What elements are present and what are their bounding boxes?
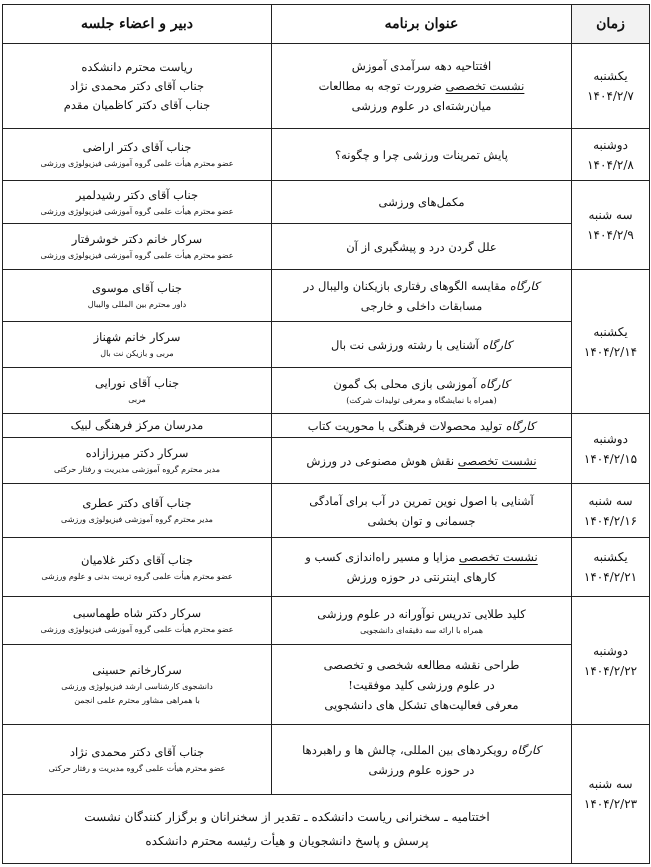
day-cell (572, 270, 650, 414)
day-date: ۱۴۰۴/۲/۲۱ (583, 570, 638, 584)
table-row (3, 181, 650, 224)
day-cell (572, 44, 650, 129)
day-label: سه شنبه (588, 777, 633, 791)
program-cell (272, 484, 572, 538)
day-date: ۱۴۰۴/۲/۱۴ (583, 344, 638, 359)
program-line (276, 276, 567, 296)
host-cell (3, 322, 272, 368)
host-title: عضو محترم هیأت علمی گروه تربیت بدنی و علوم ورزشی (41, 571, 233, 581)
program-cell (272, 538, 572, 597)
day-label: یکشنبه (593, 69, 628, 83)
program-text: رویکردهای بین المللی، چالش ها و راهبردها (302, 742, 512, 757)
host-name: سرکار خانم شهناز (93, 330, 181, 344)
host-cell (3, 224, 272, 270)
table-row (3, 44, 650, 129)
program-line (276, 335, 567, 355)
program-cell (272, 270, 572, 322)
program-tag: کارگاه (505, 418, 536, 433)
program-cell (272, 181, 572, 224)
header-program: عنوان برنامه (272, 5, 572, 44)
program-tag: نشست تخصصی (445, 79, 525, 93)
program-line (276, 76, 567, 96)
host-title: مربی و بازیکن نت بال (100, 349, 174, 358)
host-cell (3, 438, 272, 484)
program-line: میان‌رشته‌ای در علوم ورزشی (351, 99, 492, 113)
header-row (3, 5, 650, 44)
program-line (276, 451, 567, 471)
table-row (3, 597, 650, 645)
host-cell (3, 44, 272, 129)
program-text: مزایا و مسیر راه‌اندازی کسب و (305, 550, 459, 564)
host-title: عضو محترم هیأت علمی گروه مدیریت و رفتار حرکتی (48, 764, 226, 773)
program-line (276, 547, 567, 567)
day-date: ۱۴۰۴/۲/۷ (587, 89, 634, 103)
program-tag: نشست تخصصی (458, 550, 538, 564)
program-cell (272, 597, 572, 645)
day-label: سه شنبه (588, 493, 633, 508)
table-row (3, 645, 650, 725)
host-title: مربی (128, 395, 146, 404)
host-title: داور محترم بین المللی والیبال (87, 300, 187, 309)
day-label: دوشنبه (593, 431, 628, 446)
closing-cell (3, 795, 572, 864)
host-title: مدیر محترم گروه آموزشی فیزیولوژی ورزشی (61, 515, 213, 524)
program-cell (272, 414, 572, 438)
program-line (276, 740, 567, 760)
host-name: جناب آقای دکتر محمدی نژاد (69, 745, 205, 759)
program-text: تولید محصولات فرهنگی با محوریت کتاب (307, 418, 506, 433)
day-date: ۱۴۰۴/۲/۸ (587, 157, 634, 172)
day-cell (572, 414, 650, 484)
host-cell (3, 725, 272, 795)
program-line: طراحی نقشه مطالعه شخصی و تخصصی (323, 657, 520, 672)
host-name: سرکار خانم دکتر خوشرفتار (71, 232, 203, 246)
program-cell (272, 368, 572, 414)
host-cell (3, 414, 272, 438)
day-label: دوشنبه (593, 643, 628, 658)
program-line: آشنایی با اصول نوین تمرین در آب برای آمادگی (309, 493, 534, 508)
program-tag: کارگاه (480, 376, 510, 391)
day-cell (572, 538, 650, 597)
host-name: ریاست محترم دانشکده (81, 59, 193, 74)
program-tag: کارگاه (509, 278, 540, 293)
host-name: سرکار دکتر شاه طهماسبی (72, 606, 202, 620)
host-cell (3, 597, 272, 645)
day-cell (572, 597, 650, 725)
program-cell (272, 645, 572, 725)
program-line: علل گردن درد و پیشگیری از آن (346, 239, 497, 254)
day-label: دوشنبه (593, 137, 628, 152)
host-name: جناب آقای دکتر کاظمیان مقدم (63, 97, 211, 112)
host-name: مدرسان مرکز فرهنگی لبیک (70, 418, 204, 432)
program-line: مسابقات داخلی و خارجی (360, 298, 483, 313)
host-cell (3, 129, 272, 181)
host-name: جناب آقای دکتر رشیدلمیر (75, 187, 199, 202)
table-row (3, 414, 650, 438)
host-cell (3, 181, 272, 224)
host-name: سرکار دکتر میرزازاده (85, 446, 189, 460)
program-cell (272, 322, 572, 368)
host-name: جناب آقای دکتر محمدی نژاد (69, 78, 205, 93)
program-line: مکمل‌های ورزشی (378, 195, 465, 209)
program-cell (272, 438, 572, 484)
program-line (276, 416, 567, 436)
day-cell (572, 129, 650, 181)
host-name: جناب آقای دکتر عطری (82, 496, 192, 510)
host-cell (3, 645, 272, 725)
program-text: آشنایی با رشته ورزشی نت بال (330, 337, 483, 352)
program-text: نقش هوش مصنوعی در ورزش (306, 453, 458, 468)
host-cell (3, 538, 272, 597)
program-line: معرفی فعالیت‌های تشکل های دانشجویی (324, 697, 519, 712)
day-date: ۱۴۰۴/۲/۹ (587, 228, 634, 242)
host-title: عضو محترم هیأت علمی گروه آموزشی فیزیولوژی ورزشی (40, 625, 234, 634)
day-label: یکشنبه (593, 324, 628, 339)
program-cell (272, 224, 572, 270)
program-note: (همراه با نمایشگاه و معرفی تولیدات شرکت) (346, 395, 497, 405)
header-time: زمان (572, 5, 650, 44)
host-title: عضو محترم هیأت علمی گروه آموزشی فیزیولوژی ورزشی (40, 206, 234, 216)
host-title: مدیر محترم گروه آموزشی مدیریت و رفتار حرکتی (53, 465, 221, 474)
host-name: سرکارخانم حسینی (92, 663, 182, 677)
host-title: با همراهی مشاور محترم علمی انجمن (74, 696, 200, 705)
day-label: یکشنبه (593, 550, 628, 564)
day-cell (572, 725, 650, 864)
day-date: ۱۴۰۴/۲/۱۵ (583, 451, 638, 466)
program-text: ضرورت توجه به مطالعات (318, 79, 446, 93)
program-note: همراه با ارائه سه دقیقه‌ای دانشجویی (360, 625, 483, 635)
program-cell (272, 44, 572, 129)
table-row (3, 538, 650, 597)
day-date: ۱۴۰۴/۲/۲۳ (583, 797, 638, 811)
table-row (3, 270, 650, 322)
table-row (3, 438, 650, 484)
program-line (276, 374, 567, 394)
table-row (3, 129, 650, 181)
closing-line: پرسش و پاسخ دانشجویان و هیأت رئیسه محترم دانشکده (145, 834, 429, 848)
program-line: پایش تمرینات ورزشی چرا و چگونه؟ (335, 147, 508, 162)
host-name: جناب آقای دکتر غلامیان (81, 552, 193, 567)
day-cell (572, 181, 650, 270)
program-line: کلید طلایی تدریس نوآورانه در علوم ورزشی (317, 606, 526, 621)
program-cell (272, 129, 572, 181)
program-tag: نشست تخصصی (457, 453, 537, 468)
program-tag: کارگاه (511, 742, 541, 757)
day-date: ۱۴۰۴/۲/۲۲ (583, 663, 638, 678)
program-text: آموزشی بازی محلی بک گمون (333, 376, 481, 391)
closing-row (3, 795, 650, 864)
day-date: ۱۴۰۴/۲/۱۶ (583, 513, 638, 528)
program-line: کارهای اینترنتی در حوزه ورزش (346, 570, 497, 584)
host-name: جناب آقای موسوی (91, 281, 183, 295)
host-cell (3, 484, 272, 538)
table-row (3, 484, 650, 538)
host-title: دانشجوی کارشناسی ارشد فیزیولوژی ورزشی (61, 682, 213, 691)
program-cell (272, 725, 572, 795)
program-line: در علوم ورزشی کلید موفقیت! (348, 677, 495, 692)
day-cell (572, 484, 650, 538)
table-row (3, 368, 650, 414)
program-text: مقایسه الگوهای رفتاری بازیکنان والیبال در (303, 278, 510, 293)
host-cell (3, 270, 272, 322)
header-hosts: دبیر و اعضاء جلسه (3, 5, 272, 44)
host-title: عضو محترم هیأت علمی گروه آموزشی فیزیولوژی ورزشی (40, 159, 234, 168)
host-title: عضو محترم هیأت علمی گروه آموزشی فیزیولوژی ورزشی (40, 251, 234, 260)
closing-line: اختتامیه ـ سخنرانی ریاست دانشکده ـ تقدیر از سخنرانان و برگزار کنندگان نشست (84, 810, 490, 824)
program-line: جسمانی و توان بخشی (367, 513, 476, 528)
program-line: افتتاحیه دهه سرآمدی آموزش (351, 59, 492, 73)
table-row (3, 322, 650, 368)
host-cell (3, 368, 272, 414)
schedule-table (2, 4, 650, 864)
day-label: سه شنبه (588, 208, 633, 222)
table-row (3, 224, 650, 270)
program-line: در حوزه علوم ورزشی (368, 762, 475, 777)
host-name: جناب آقای دکتر اراضی (82, 140, 192, 154)
host-name: جناب آقای نورایی (94, 376, 180, 390)
table-row (3, 725, 650, 795)
program-tag: کارگاه (482, 337, 513, 352)
